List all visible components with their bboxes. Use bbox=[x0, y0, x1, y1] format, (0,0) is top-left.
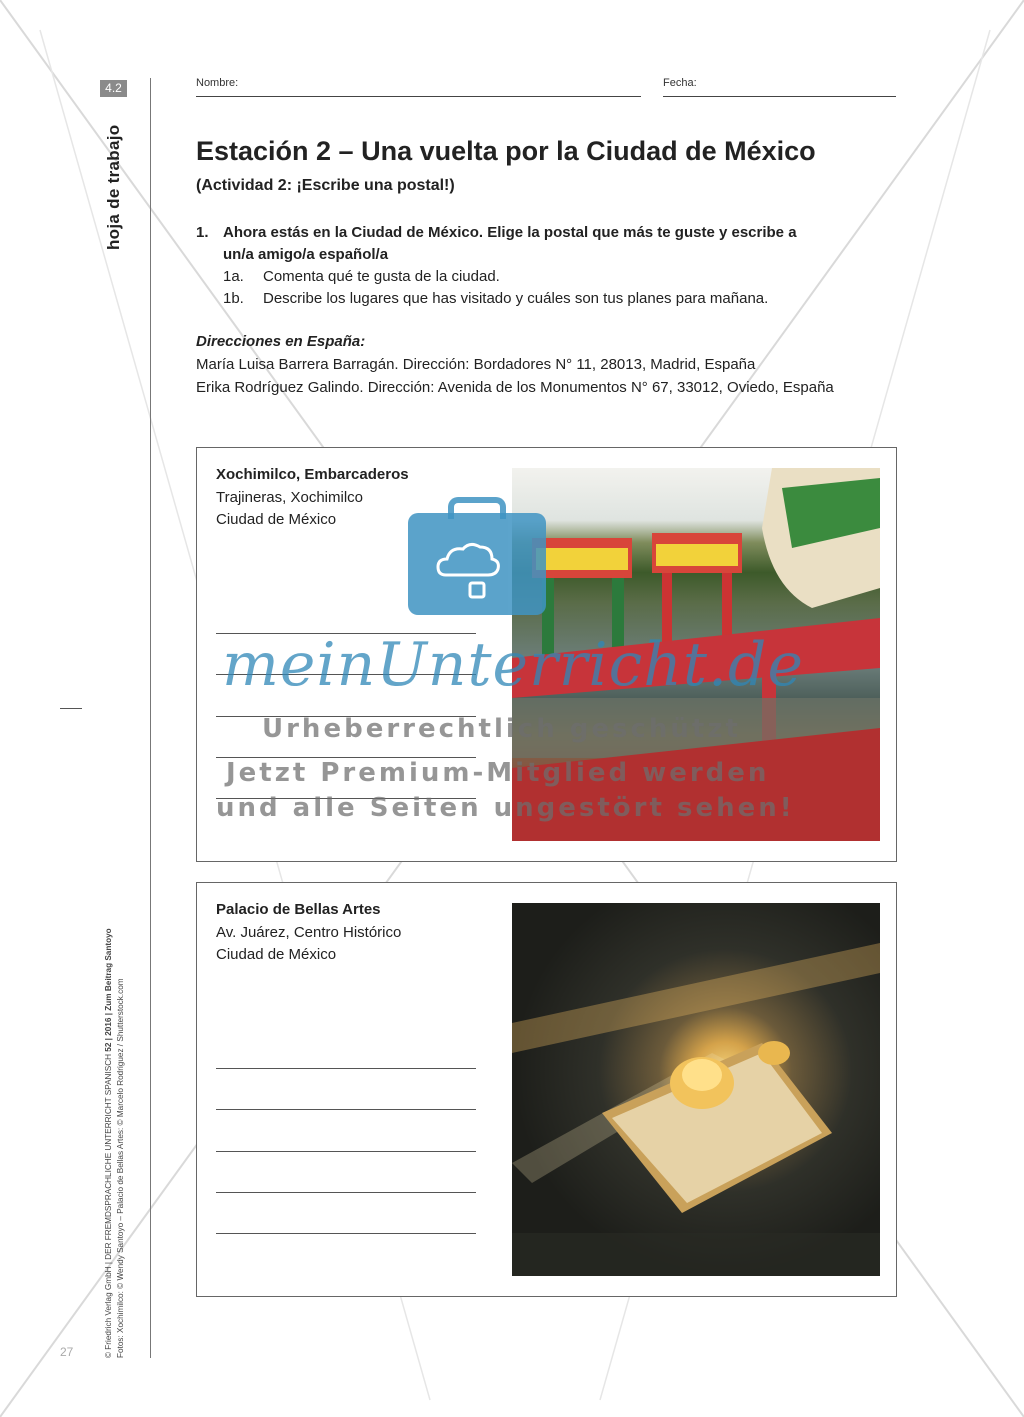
postcard-1-line2: Trajineras, Xochimilco bbox=[216, 488, 363, 506]
credit-bold: 52 | 2016 | Zum Beitrag Santoyo bbox=[104, 928, 113, 1052]
palacio-bellas-artes-night-photo bbox=[512, 903, 880, 1276]
postcard-2-line2: Av. Juárez, Centro Histórico bbox=[216, 923, 402, 941]
directions-heading: Direcciones en España: bbox=[196, 333, 366, 350]
task-text: Ahora estás en la Ciudad de México. Elige la postal que más te guste y escribe a un/a amigo/a español/a bbox=[223, 224, 797, 263]
activity-subtitle: (Actividad 2: ¡Escribe una postal!) bbox=[196, 177, 455, 194]
credit-prefix: © Friedrich Verlag GmbH | DER FREMDSPRACHLICHE UNTERRICHT SPANISCH bbox=[104, 1051, 113, 1358]
subtask-1a bbox=[223, 266, 500, 288]
date-field-line[interactable] bbox=[663, 96, 896, 97]
writing-line[interactable] bbox=[216, 1151, 476, 1152]
name-label: Nombre: bbox=[196, 77, 239, 89]
postcard-2-caption bbox=[216, 899, 401, 967]
watermark-brand: meinUnterricht.de bbox=[222, 630, 804, 700]
page-title: Estación 2 – Una vuelta por la Ciudad de México bbox=[196, 136, 816, 166]
photo-credit: Fotos: Xochimilco: © Wendy Santoyo – Palacio de Bellas Artes: © Marcelo Rodriguez / Shutterstock.com bbox=[116, 978, 125, 1358]
address-line-1: María Luisa Barrera Barragán. Dirección: Bordadores N° 11, 28013, Madrid, España bbox=[196, 356, 756, 373]
subtask-number: 1a. bbox=[223, 268, 244, 285]
writing-line[interactable] bbox=[216, 1192, 476, 1193]
margin-divider bbox=[150, 78, 151, 1358]
page-number: 27 bbox=[60, 1345, 74, 1359]
postcard-2-title: Palacio de Bellas Artes bbox=[216, 901, 381, 918]
task-number: 1. bbox=[196, 224, 209, 241]
watermark-briefcase-icon bbox=[408, 513, 546, 615]
postcard-1-title: Xochimilco, Embarcaderos bbox=[216, 466, 409, 483]
name-field-line[interactable] bbox=[196, 96, 641, 97]
date-label: Fecha: bbox=[663, 77, 697, 89]
postcard-1-caption bbox=[216, 464, 409, 532]
writing-line[interactable] bbox=[216, 1233, 476, 1234]
margin-fold-mark bbox=[60, 708, 82, 709]
subtask-text: Describe los lugares que has visitado y cuáles son tus planes para mañana. bbox=[263, 290, 769, 307]
address-line-2: Erika Rodríguez Galindo. Dirección: Avenida de los Monumentos N° 67, 33012, Oviedo, España bbox=[196, 379, 834, 396]
watermark-line-2: Jetzt Premium-Mitglied werden bbox=[226, 758, 770, 788]
writing-line[interactable] bbox=[216, 1068, 476, 1069]
postcard-2-line3: Ciudad de México bbox=[216, 946, 337, 963]
cloud-icon bbox=[408, 513, 546, 615]
publisher-credit bbox=[104, 928, 113, 1358]
subtask-text: Comenta qué te gusta de la ciudad. bbox=[263, 268, 500, 285]
postcard-1-line3: Ciudad de México bbox=[216, 511, 337, 528]
palace-illustration bbox=[512, 903, 880, 1276]
section-badge: 4.2 bbox=[100, 80, 127, 97]
watermark-line-3: und alle Seiten ungestört sehen! bbox=[216, 793, 795, 823]
task-1 bbox=[196, 222, 876, 307]
writing-line[interactable] bbox=[216, 1109, 476, 1110]
watermark-line-1: Urheberrechtlich geschützt bbox=[262, 714, 741, 744]
subtask-1b bbox=[223, 288, 768, 310]
subtask-number: 1b. bbox=[223, 290, 244, 307]
worksheet-side-label: hoja de trabajo bbox=[104, 124, 123, 250]
